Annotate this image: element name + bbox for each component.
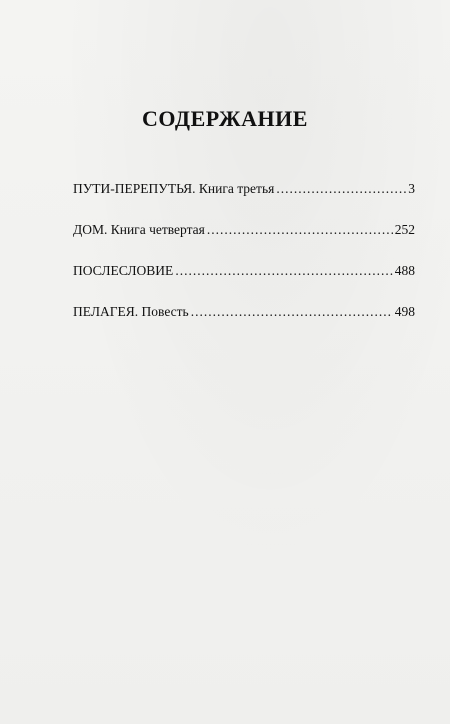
toc-entry-page: 488 <box>394 263 415 278</box>
toc-leader-dots <box>175 261 392 281</box>
toc-leader-dots <box>276 179 406 199</box>
toc-leader-dots <box>191 302 393 322</box>
toc-entry-label: ДОМ. Книга четвертая <box>73 222 205 237</box>
toc-entry-page: 498 <box>394 304 415 319</box>
toc-entry-label: ПЕЛАГЕЯ. Повесть <box>73 304 189 319</box>
page-title: СОДЕРЖАНИЕ <box>142 106 308 131</box>
toc-entry-label: ПОСЛЕСЛОВИЕ <box>73 263 174 278</box>
toc-entry <box>73 261 415 281</box>
toc-entry-label: ПУТИ-ПЕРЕПУТЬЯ. Книга третья <box>73 181 275 196</box>
toc-entry-page: 3 <box>408 181 415 196</box>
toc-entry-page: 252 <box>394 222 415 237</box>
toc-entry <box>73 302 415 322</box>
toc-entry <box>73 220 415 240</box>
toc-entry <box>73 179 415 199</box>
table-of-contents <box>73 179 415 343</box>
toc-leader-dots <box>207 220 393 240</box>
